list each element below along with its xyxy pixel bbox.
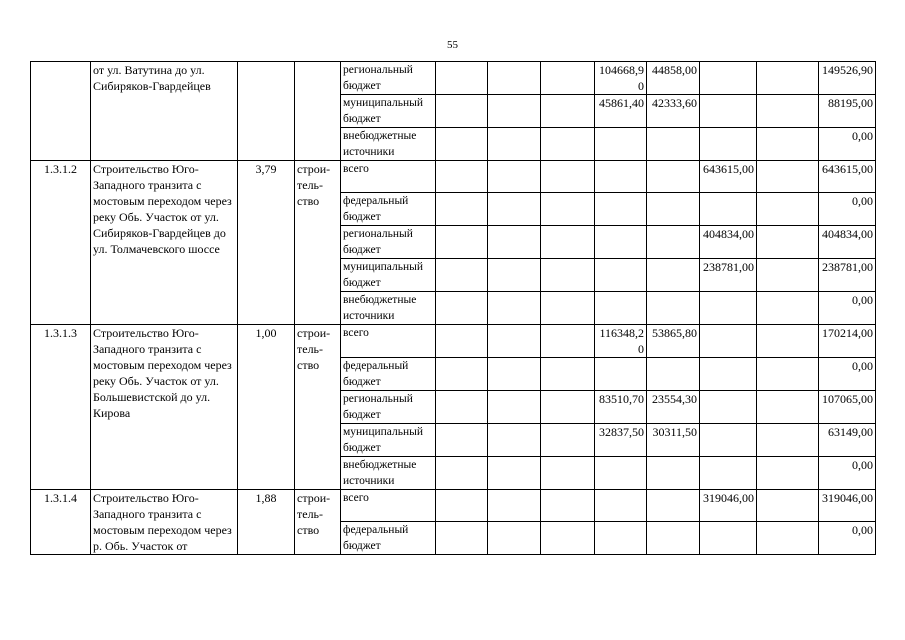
funding-source-label: муниципальный бюджет [341, 424, 436, 457]
total-amount-cell: 0,00 [819, 292, 876, 325]
amount-cell [647, 292, 700, 325]
amount-cell [757, 292, 819, 325]
amount-cell [757, 424, 819, 457]
amount-cell [541, 226, 595, 259]
amount-cell: 404834,00 [700, 226, 757, 259]
amount-cell [757, 358, 819, 391]
funding-source-label: всего [341, 490, 436, 522]
amount-cell [595, 522, 647, 555]
funding-source-label: внебюджетные источники [341, 292, 436, 325]
amount-cell [541, 193, 595, 226]
amount-cell [700, 62, 757, 95]
amount-cell: 42333,60 [647, 95, 700, 128]
amount-cell [647, 161, 700, 193]
amount-cell: 32837,50 [595, 424, 647, 457]
amount-cell: 83510,70 [595, 391, 647, 424]
amount-cell [595, 161, 647, 193]
amount-cell [488, 128, 541, 161]
amount-cell: 643615,00 [700, 161, 757, 193]
amount-cell [488, 522, 541, 555]
amount-cell [757, 259, 819, 292]
financing-table [30, 61, 876, 555]
amount-cell [488, 325, 541, 358]
amount-cell [595, 358, 647, 391]
work-type [295, 62, 341, 161]
amount-cell [436, 62, 488, 95]
amount-cell [541, 424, 595, 457]
amount-cell [436, 522, 488, 555]
amount-cell [757, 391, 819, 424]
amount-cell [541, 457, 595, 490]
funding-source-label: всего [341, 325, 436, 358]
amount-cell [541, 358, 595, 391]
amount-cell [700, 193, 757, 226]
object-length: 1,88 [238, 490, 295, 555]
work-type: строи-тель-ство [295, 490, 341, 555]
amount-cell [595, 128, 647, 161]
amount-cell [488, 193, 541, 226]
amount-cell [436, 95, 488, 128]
amount-cell [488, 95, 541, 128]
amount-cell: 45861,40 [595, 95, 647, 128]
amount-cell [700, 95, 757, 128]
amount-cell: 238781,00 [700, 259, 757, 292]
table-row [31, 62, 876, 95]
total-amount-cell: 170214,00 [819, 325, 876, 358]
amount-cell [436, 128, 488, 161]
amount-cell [541, 292, 595, 325]
amount-cell: 30311,50 [647, 424, 700, 457]
funding-source-label: муниципальный бюджет [341, 95, 436, 128]
amount-cell [757, 522, 819, 555]
amount-cell [541, 62, 595, 95]
object-name: от ул. Ватутина до ул. Сибиряков-Гвардейцев [91, 62, 238, 161]
funding-source-label: всего [341, 161, 436, 193]
amount-cell [647, 457, 700, 490]
table-row [31, 161, 876, 193]
amount-cell [757, 193, 819, 226]
table-row [31, 490, 876, 522]
amount-cell [647, 193, 700, 226]
amount-cell [436, 259, 488, 292]
total-amount-cell: 0,00 [819, 522, 876, 555]
total-amount-cell: 319046,00 [819, 490, 876, 522]
object-length: 3,79 [238, 161, 295, 325]
amount-cell [757, 490, 819, 522]
object-name: Строительство Юго-Западного транзита с мостовым переходом через реку Обь. Участок от ул. Большевистской до ул. Кирова [91, 325, 238, 490]
total-amount-cell: 238781,00 [819, 259, 876, 292]
total-amount-cell: 0,00 [819, 193, 876, 226]
amount-cell [647, 490, 700, 522]
funding-source-label: федеральный бюджет [341, 522, 436, 555]
amount-cell [436, 161, 488, 193]
object-code: 1.3.1.4 [31, 490, 91, 555]
amount-cell [647, 358, 700, 391]
total-amount-cell: 107065,00 [819, 391, 876, 424]
object-code [31, 62, 91, 161]
amount-cell [757, 95, 819, 128]
amount-cell [541, 128, 595, 161]
amount-cell: 319046,00 [700, 490, 757, 522]
total-amount-cell: 0,00 [819, 358, 876, 391]
work-type: строи-тель-ство [295, 161, 341, 325]
funding-source-label: федеральный бюджет [341, 193, 436, 226]
funding-source-label: муниципальный бюджет [341, 259, 436, 292]
total-amount-cell: 404834,00 [819, 226, 876, 259]
amount-cell [757, 226, 819, 259]
amount-cell [700, 457, 757, 490]
work-type: строи-тель-ство [295, 325, 341, 490]
amount-cell [436, 226, 488, 259]
amount-cell [488, 457, 541, 490]
object-code: 1.3.1.3 [31, 325, 91, 490]
amount-cell [436, 490, 488, 522]
amount-cell [436, 193, 488, 226]
amount-cell [700, 522, 757, 555]
object-code: 1.3.1.2 [31, 161, 91, 325]
amount-cell [488, 358, 541, 391]
amount-cell [757, 62, 819, 95]
page-number: 55 [447, 39, 458, 51]
amount-cell [700, 358, 757, 391]
amount-cell [541, 522, 595, 555]
amount-cell [541, 95, 595, 128]
amount-cell [436, 424, 488, 457]
amount-cell [595, 226, 647, 259]
funding-source-label: региональный бюджет [341, 62, 436, 95]
amount-cell [595, 490, 647, 522]
amount-cell [488, 292, 541, 325]
amount-cell [595, 292, 647, 325]
amount-cell [647, 226, 700, 259]
amount-cell: 23554,30 [647, 391, 700, 424]
amount-cell [595, 193, 647, 226]
amount-cell [700, 391, 757, 424]
amount-cell [436, 292, 488, 325]
amount-cell [647, 128, 700, 161]
funding-source-label: внебюджетные источники [341, 128, 436, 161]
object-length [238, 62, 295, 161]
amount-cell [488, 161, 541, 193]
amount-cell [488, 62, 541, 95]
amount-cell [700, 292, 757, 325]
amount-cell [757, 325, 819, 358]
funding-source-label: внебюджетные источники [341, 457, 436, 490]
object-name: Строительство Юго-Западного транзита с мостовым переходом через р. Обь. Участок от [91, 490, 238, 555]
amount-cell [541, 161, 595, 193]
amount-cell [647, 259, 700, 292]
amount-cell: 44858,00 [647, 62, 700, 95]
amount-cell [757, 161, 819, 193]
amount-cell [757, 457, 819, 490]
total-amount-cell: 149526,90 [819, 62, 876, 95]
amount-cell [488, 490, 541, 522]
amount-cell: 116348,20 [595, 325, 647, 358]
amount-cell [700, 128, 757, 161]
table-row [31, 325, 876, 358]
amount-cell [595, 457, 647, 490]
total-amount-cell: 643615,00 [819, 161, 876, 193]
total-amount-cell: 0,00 [819, 457, 876, 490]
total-amount-cell: 88195,00 [819, 95, 876, 128]
amount-cell [700, 325, 757, 358]
object-length: 1,00 [238, 325, 295, 490]
total-amount-cell: 63149,00 [819, 424, 876, 457]
amount-cell [488, 259, 541, 292]
total-amount-cell: 0,00 [819, 128, 876, 161]
amount-cell [541, 259, 595, 292]
amount-cell [700, 424, 757, 457]
amount-cell [541, 490, 595, 522]
amount-cell [541, 391, 595, 424]
amount-cell [647, 522, 700, 555]
funding-source-label: региональный бюджет [341, 226, 436, 259]
amount-cell [436, 358, 488, 391]
amount-cell [488, 391, 541, 424]
amount-cell [595, 259, 647, 292]
funding-source-label: федеральный бюджет [341, 358, 436, 391]
funding-source-label: региональный бюджет [341, 391, 436, 424]
object-name: Строительство Юго-Западного транзита с мостовым переходом через реку Обь. Участок от ул. Сибиряков-Гвардейцев до ул. Толмачевского шоссе [91, 161, 238, 325]
amount-cell [436, 457, 488, 490]
amount-cell [541, 325, 595, 358]
amount-cell: 53865,80 [647, 325, 700, 358]
amount-cell [757, 128, 819, 161]
amount-cell: 104668,90 [595, 62, 647, 95]
amount-cell [488, 226, 541, 259]
amount-cell [436, 325, 488, 358]
amount-cell [436, 391, 488, 424]
amount-cell [488, 424, 541, 457]
